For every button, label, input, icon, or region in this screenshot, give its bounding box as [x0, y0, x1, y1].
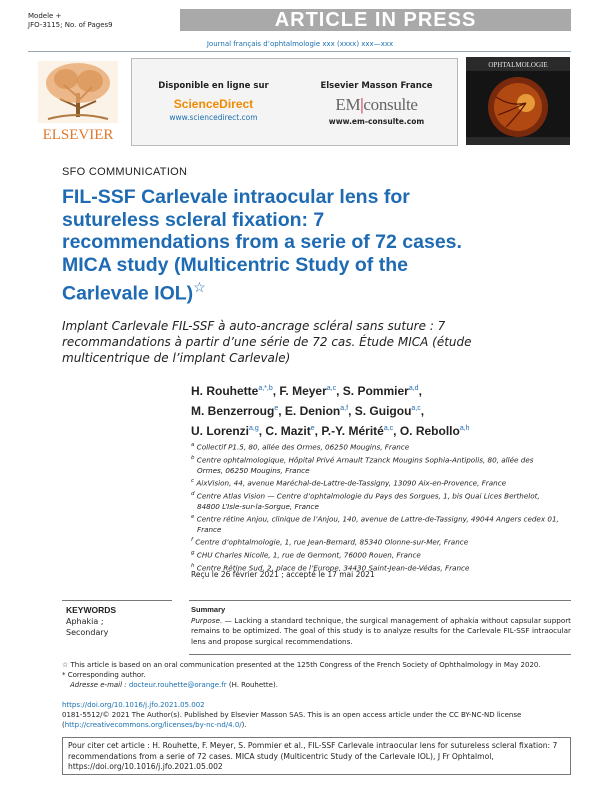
license-line: 0181-5512/© 2021 The Author(s). Published by Elsevier Masson SAS. This is an open access article under the CC BY-NC-ND license (http://creativecommons.org/licenses/by-nc-nd/4.0/). [62, 711, 522, 729]
affiliation: $^d$ Centre Atlas Vision — Centre d’ophtalmologie du Pays des Sorgues, 1, bis Quai Lices Berthelot, 84800 L’Isle-sur-la-Sorgue, France [191, 490, 540, 511]
email-footnote: Adresse e-mail : docteur.rouhette@orange.fr (H. Rouhette). [70, 681, 278, 689]
elsevier-tree-icon [28, 57, 128, 145]
journal-cover[interactable] [466, 57, 570, 145]
available-online-label: Disponible en ligne sur [158, 81, 269, 91]
summary-divider [189, 600, 571, 601]
purpose-label: Purpose. [191, 616, 223, 625]
corresponding-footnote: * Corresponding author. [62, 671, 146, 679]
sciencedirect-url[interactable]: www.sciencedirect.com [169, 113, 258, 122]
elsevier-logo[interactable] [28, 57, 128, 145]
author[interactable]: H. Rouhette$^{a,*,b}$ [191, 384, 273, 398]
author[interactable]: O. Rebollo$^{a,h}$ [399, 424, 470, 438]
received-accepted-dates: Reçu le 26 février 2021 ; accepté le 17 mai 2021 [191, 570, 375, 579]
doi-license-block [62, 700, 570, 730]
keywords-divider [62, 600, 172, 601]
license-link[interactable]: http://creativecommons.org/licenses/by-nc-nd/4.0/ [64, 721, 242, 729]
title-footnote: ☆ This article is based on an oral communication presented at the 125th Congress of the French Society of Ophthalmology in May 2020. [62, 661, 541, 669]
author[interactable]: S. Guigou$^{a,c}$ [354, 404, 421, 418]
emconsulte-logo[interactable]: EM|consulte [335, 95, 418, 114]
emconsulte-block [295, 59, 458, 145]
section-label: SFO COMMUNICATION [62, 166, 188, 178]
pages-line: No. of Pages9 [64, 21, 113, 29]
cover-image [466, 57, 570, 145]
header-divider [28, 51, 571, 52]
affiliation: $^b$ Centre ophtalmologique, Hôpital Privé Arnault Tzanck Mougins Sophia-Antipolis, 80, allée des Ormes, 06250 Mougins, France [191, 454, 534, 475]
article-title [62, 186, 482, 305]
summary-text [191, 616, 571, 647]
keyword-item[interactable]: Aphakia ; [66, 617, 104, 626]
affiliation: $^g$ CHU Charles Nicolle, 1, rue de Germont, 76000 Rouen, France [191, 550, 421, 560]
emc-consulte: consulte [363, 95, 418, 114]
emconsulte-url[interactable]: www.em-consulte.com [328, 117, 425, 126]
article-in-press-banner: ARTICLE IN PRESS [180, 9, 571, 31]
publisher-name: Elsevier Masson France [320, 81, 433, 91]
author-list: H. Rouhette$^{a,*,b}$, F. Meyer$^{a,c}$, S. Pommier$^{a,d}$, M. Benzerroug$^e$, E. Denion$^{a,f}$, S. Guigou$^{a,c}$, U. Lorenzi$^{a,g}$, C. Mazit$^e$, P.-Y. Mérité$^{a,c}$, O. Rebollo$^{a,h}$ [191, 384, 470, 438]
sciencedirect-logo[interactable]: ScienceDirect [173, 97, 254, 111]
citation-box: Pour citer cet article : H. Rouhette, F. Meyer, S. Pommier et al., FIL-SSF Carlevale intraocular lens for sutureless scleral fixation: 7 recommendations from a serie of 72 cases. MICA study (Multicentric Study of the Carlevale IOL), J Fr Ophtalmol, https://doi.org/10.1016/j.jfo.2021.05.002 [62, 737, 571, 775]
purpose-text: — Lacking a standard technique, the surgical management of aphakia without capsular support remains to be optimized. The goal of this study is to analyze results for the Carlevale FIL-SSF intraocular lens and propose surgical recommendations. [191, 616, 571, 646]
sciencedirect-block [132, 59, 295, 145]
keywords-title: KEYWORDS [66, 605, 117, 615]
elsevier-wordmark: ELSEVIER [42, 127, 114, 143]
summary-title: Summary [191, 605, 226, 614]
author[interactable]: F. Meyer$^{a,c}$ [279, 384, 337, 398]
author[interactable]: S. Pommier$^{a,d}$ [342, 384, 419, 398]
author[interactable]: C. Mazit$^e$ [265, 424, 315, 438]
author[interactable]: E. Denion$^{a,f}$ [284, 404, 349, 418]
emc-em: EM [335, 95, 361, 114]
affiliation: $^f$ Centre d’ophtalmologie, 1, rue Jean-Bernard, 85340 Olonne-sur-Mer, France [191, 537, 469, 547]
affiliation-list [191, 440, 561, 574]
french-title: Implant Carlevale FIL-SSF à auto-ancrage scléral sans suture : 7 recommandations à partir d’une série de 72 cas. Étude MICA (étude multicentrique de l’implant Carlevale) [62, 319, 472, 365]
author[interactable]: M. Benzerroug$^e$ [191, 404, 279, 418]
journal-reference[interactable]: Journal français d’ophtalmologie xxx (xxxx) xxx—xxx [206, 40, 394, 48]
author[interactable]: U. Lorenzi$^{a,g}$ [191, 424, 259, 438]
ref-pages-line [28, 21, 113, 30]
doi-link[interactable]: https://doi.org/10.1016/j.jfo.2021.05.002 [62, 701, 205, 709]
keyword-item[interactable]: Secondary [66, 628, 109, 637]
cover-title: OPHTALMOLOGIE [488, 61, 548, 69]
model-line: Modele + [28, 12, 62, 20]
publisher-banner [131, 58, 458, 146]
affiliation: $^c$ AixVision, 44, avenue Maréchal-de-Lattre-de-Tassigny, 13090 Aix-en-Provence, France [191, 478, 507, 488]
author[interactable]: P.-Y. Mérité$^{a,c}$ [321, 424, 394, 438]
summary-bottom-divider [189, 654, 571, 655]
affiliation: $^h$ Centre Rétine Sud, 2, place de l’Europe, 34430 Saint-Jean-de-Védas, France [191, 562, 470, 573]
article-meta [28, 12, 113, 30]
author-email-link[interactable]: docteur.rouhette@orange.fr [128, 681, 227, 689]
title-footnote-star[interactable]: ☆ [193, 279, 206, 295]
ref-line: JFO-3115; [28, 21, 63, 29]
affiliation: $^a$ Collectif P1.5, 80, allée des Ormes, 06250 Mougins, France [191, 442, 410, 452]
affiliation: $^e$ Centre rétine Anjou, clinique de l’Anjou, 140, avenue de Lattre-de-Tassigny, 49044 Angers cedex 01, France [191, 514, 559, 534]
article-title-text: FIL-SSF Carlevale intraocular lens for sutureless scleral fixation: 7 recommendations from a serie of 72 cases. MICA study (Multicentric Study of the Carlevale IOL) [62, 186, 462, 305]
